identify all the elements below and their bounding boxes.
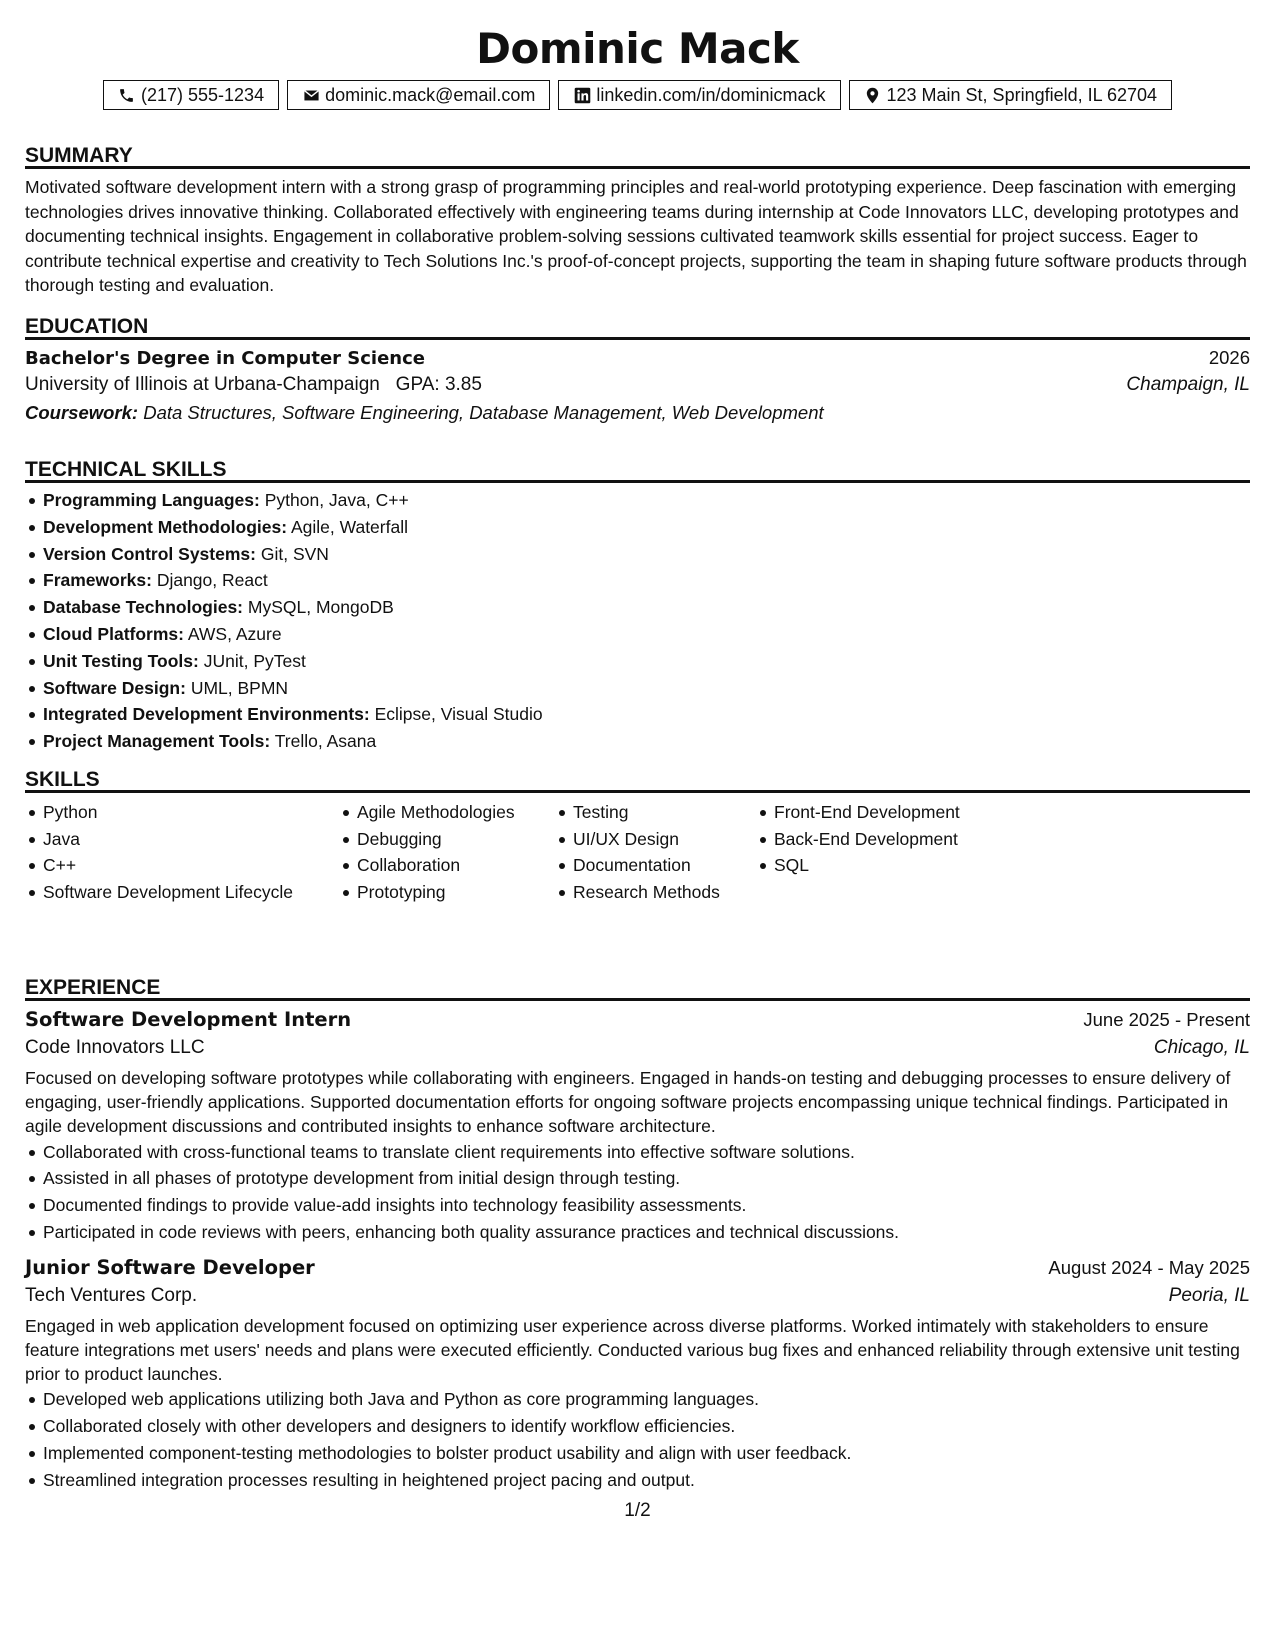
job-title-row	[25, 1008, 1250, 1031]
skills-columns	[25, 799, 1250, 905]
list-item	[25, 541, 1250, 568]
summary-section	[25, 142, 1250, 298]
list-item: C++	[25, 852, 339, 879]
experience-section	[25, 974, 1250, 1494]
skill-label: Software Design:	[43, 677, 186, 698]
page-number: 1/2	[624, 1500, 651, 1521]
contact-linkedin[interactable]	[558, 80, 840, 110]
list-item: Debugging	[339, 826, 555, 853]
list-item: UI/UX Design	[555, 826, 756, 853]
contact-address[interactable]	[849, 80, 1173, 110]
skill-label: Unit Testing Tools:	[43, 650, 199, 671]
skill-label: Version Control Systems:	[43, 543, 256, 564]
summary-text: Motivated software development intern with a strong grasp of programming principles and real-world prototyping experience. Deep fascination with emerging technologies drives innovative thinking. Collaborated effectively with engineering teams during internship at Code Innovators LLC, developing prototypes and documenting technical insights. Engagement in collaborative problem-solving sessions cultivated teamwork skills essential for project success. Eager to contribute technical expertise and creativity to Tech Solutions Inc.'s proof-of-concept projects, supporting the team in shaping future software products through thorough testing and evaluation.	[25, 177, 1247, 295]
list-item: Developed web applications utilizing both Java and Python as core programming languages.	[25, 1386, 1250, 1413]
list-item: Documentation	[555, 852, 756, 879]
list-item: SQL	[756, 852, 1016, 879]
skill-label: Database Technologies:	[43, 597, 244, 618]
technical-skills-heading: TECHNICAL SKILLS	[25, 456, 1250, 483]
map-pin-icon	[864, 86, 882, 104]
education-location: Champaign, IL	[1126, 374, 1250, 395]
job-title: Software Development Intern	[25, 1008, 352, 1031]
list-item	[25, 648, 1250, 675]
skill-value: Trello, Asana	[274, 731, 377, 752]
job-company-row	[25, 1285, 1250, 1307]
job-dates: August 2024 - May 2025	[1048, 1256, 1250, 1278]
contact-linkedin-text: linkedin.com/in/dominicmack	[596, 84, 826, 105]
skill-label: Project Management Tools:	[43, 731, 271, 752]
list-item: Streamlined integration processes resulting in heightened project pacing and output.	[25, 1467, 1250, 1494]
job-location: Chicago, IL	[1153, 1037, 1250, 1058]
list-item	[25, 594, 1250, 621]
coursework-list: Data Structures, Software Engineering, Database Management, Web Development	[143, 402, 824, 423]
skill-value: JUnit, PyTest	[203, 650, 306, 671]
list-item: Collaborated with cross-functional teams to translate client requirements into effective software solutions.	[25, 1139, 1250, 1166]
job-description: Engaged in web application development focused on optimizing user experience across diverse platforms. Worked intimately with stakeholders to ensure feature integrations met users' needs and plans were executed efficiently. Conducted various bug fixes and enhanced reliability through extensive unit testing prior to product launches.	[25, 1315, 1240, 1385]
skill-label: Programming Languages:	[43, 490, 260, 510]
skill-label: Cloud Platforms:	[43, 623, 184, 644]
technical-skills-section	[25, 456, 1250, 755]
summary-heading: SUMMARY	[25, 142, 1250, 169]
list-item: Java	[25, 826, 339, 853]
skill-value: MySQL, MongoDB	[247, 597, 394, 618]
job-location: Peoria, IL	[1168, 1284, 1250, 1306]
list-item: Back-End Development	[756, 826, 1016, 853]
list-item: Software Development Lifecycle	[25, 879, 339, 906]
skills-column-2	[339, 799, 555, 905]
skills-column-1	[25, 799, 339, 905]
contact-phone-text: (217) 555-1234	[140, 84, 265, 105]
education-section	[25, 313, 1250, 424]
job-title-row	[25, 1256, 1250, 1279]
job-bullets	[25, 1139, 1250, 1246]
institution-name: University of Illinois at Urbana-Champaign	[25, 374, 380, 395]
skill-label: Development Methodologies:	[43, 516, 288, 537]
list-item	[25, 514, 1250, 541]
job-dates: June 2025 - Present	[1083, 1009, 1250, 1030]
graduation-year: 2026	[1208, 347, 1250, 368]
list-item	[25, 701, 1250, 728]
list-item: Agile Methodologies	[339, 799, 555, 826]
skills-section	[25, 766, 1250, 905]
list-item: Participated in code reviews with peers, enhancing both quality assurance practices and technical discussions.	[25, 1219, 1250, 1246]
list-item: Research Methods	[555, 879, 756, 906]
skill-value: Python, Java, C++	[264, 490, 409, 510]
experience-entry-1	[25, 1008, 1250, 1246]
list-item	[25, 728, 1250, 755]
list-item: Documented findings to provide value-add insights into technology feasibility assessments.	[25, 1192, 1250, 1219]
list-item: Assisted in all phases of prototype development from initial design through testing.	[25, 1165, 1250, 1192]
list-item: Prototyping	[339, 879, 555, 906]
skill-value: Eclipse, Visual Studio	[374, 704, 543, 725]
experience-entry-2	[25, 1256, 1250, 1494]
skills-column-3	[555, 799, 756, 905]
envelope-icon	[302, 86, 320, 104]
technical-skills-list	[25, 487, 1250, 755]
skills-heading: SKILLS	[25, 766, 1250, 793]
coursework-line	[25, 402, 1250, 424]
contact-email[interactable]	[287, 80, 550, 110]
skill-value: Agile, Waterfall	[290, 516, 408, 537]
company-name: Code Innovators LLC	[25, 1037, 205, 1058]
resume-page	[25, 0, 1250, 1650]
skill-label: Frameworks:	[43, 570, 152, 591]
contact-bar	[25, 80, 1250, 110]
job-title: Junior Software Developer	[25, 1255, 315, 1279]
phone-icon	[118, 86, 136, 104]
candidate-name: Dominic Mack	[476, 24, 799, 73]
skill-label: Integrated Development Environments:	[43, 704, 370, 725]
list-item	[25, 675, 1250, 702]
list-item: Implemented component-testing methodologies to bolster product usability and align with user feedback.	[25, 1440, 1250, 1467]
list-item	[25, 621, 1250, 648]
skill-value: AWS, Azure	[187, 623, 282, 644]
list-item: Collaborated closely with other developers and designers to identify workflow efficiencies.	[25, 1413, 1250, 1440]
education-institution-row	[25, 374, 1250, 396]
skills-column-4	[756, 799, 1016, 905]
degree-name: Bachelor's Degree in Computer Science	[25, 348, 425, 369]
list-item: Python	[25, 799, 339, 826]
skill-value: Django, React	[156, 570, 268, 591]
list-item: Front-End Development	[756, 799, 1016, 826]
list-item: Collaboration	[339, 852, 555, 879]
list-item	[25, 487, 1250, 514]
contact-phone[interactable]	[103, 80, 279, 110]
education-degree-row	[25, 347, 1250, 369]
linkedin-icon	[573, 86, 591, 104]
skill-value: Git, SVN	[260, 543, 329, 564]
contact-email-text: dominic.mack@email.com	[325, 84, 536, 105]
coursework-label: Coursework:	[25, 402, 139, 423]
job-company-row	[25, 1037, 1250, 1059]
list-item	[25, 567, 1250, 594]
contact-address-text: 123 Main St, Springfield, IL 62704	[886, 84, 1158, 105]
gpa: GPA: 3.85	[395, 374, 482, 395]
job-description: Focused on developing software prototypes while collaborating with engineers. Engaged in hands-on testing and debugging processes to ensure delivery of engaging, user-friendly applications. Supported documentation efforts for ongoing software projects encompassing unique technical findings. Participated in agile development discussions and contributed insights to enhance software architecture.	[25, 1068, 1231, 1137]
job-bullets	[25, 1386, 1250, 1493]
experience-heading: EXPERIENCE	[25, 974, 1250, 1001]
education-heading: EDUCATION	[25, 313, 1250, 340]
skill-value: UML, BPMN	[190, 677, 289, 698]
company-name: Tech Ventures Corp.	[25, 1284, 198, 1306]
institution-line	[25, 374, 482, 396]
list-item: Testing	[555, 799, 756, 826]
